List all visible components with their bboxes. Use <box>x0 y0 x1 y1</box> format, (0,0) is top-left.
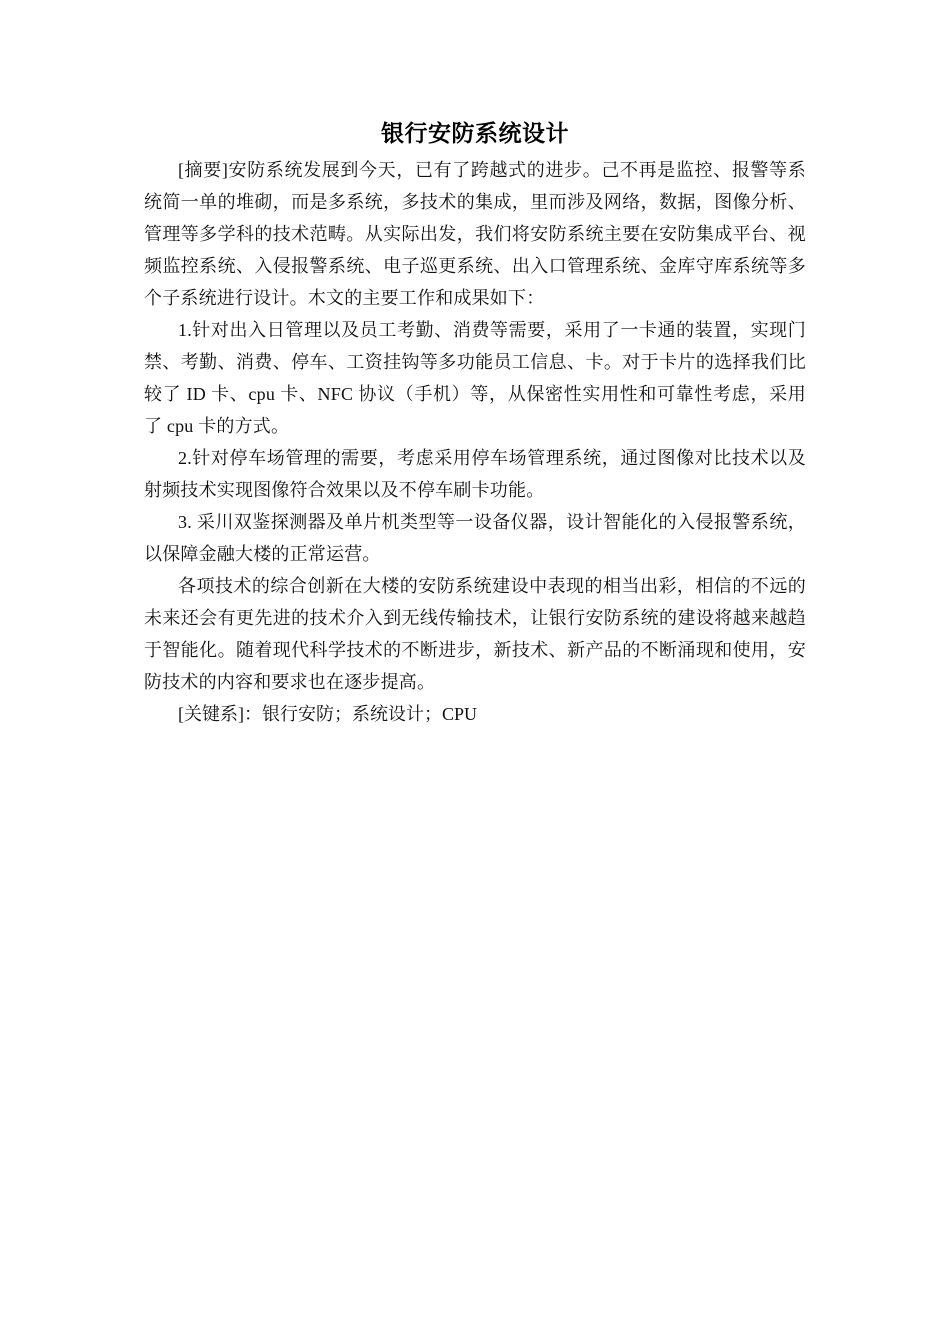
keywords-line: [关键系]：银行安防；系统设计；CPU <box>178 704 478 724</box>
result-item-2: 2.针对停车场管理的需要，考虑采用停车场管理系统，通过图像对比技术以及射频技术实现图像符合效果以及不停车刷卡功能。 <box>144 448 806 500</box>
document-content <box>144 114 806 730</box>
conclusion-paragraph: 各项技术的综合创新在大楼的安防系统建设中表现的相当出彩，相信的不远的未来还会有更先进的技术介入到无线传输技术，让银行安防系统的建设将越来越趋于智能化。随着现代科学技术的不断进步，新技术、新产品的不断涌现和使用，安防技术的内容和要求也在逐步提高。 <box>144 576 806 692</box>
document-title: 银行安防系统设计 <box>381 121 569 147</box>
abstract-paragraph: [摘要]安防系统发展到今天，已有了跨越式的进步。己不再是监控、报警等系统简一单的堆砌，而是多系统，多技术的集成，里而涉及网络，数据，图像分析、管理等多学科的技术范畴。从实际出发，我们将安防系统主要在安防集成平台、视频监控系统、入侵报警系统、电子巡更系统、出入口管理系统、金库守库系统等多个子系统进行设计。木文的主要工作和成果如下： <box>144 160 806 308</box>
result-item-1: 1.针对出入日管理以及员工考勤、消费等需要，采用了一卡通的装置，实现门禁、考勤、消费、停车、工资挂钩等多功能员工信息、卡。对于卡片的选择我们比较了 ID 卡、cpu 卡、NFC 协议（手机）等，从保密性实用性和可靠性考虑，采用了 cpu 卡的方式。 <box>144 320 806 436</box>
result-item-3: 3. 采川双鉴探测器及单片机类型等一设备仪器，设计智能化的入侵报警系统，以保障金融大楼的正常运营。 <box>144 512 806 564</box>
